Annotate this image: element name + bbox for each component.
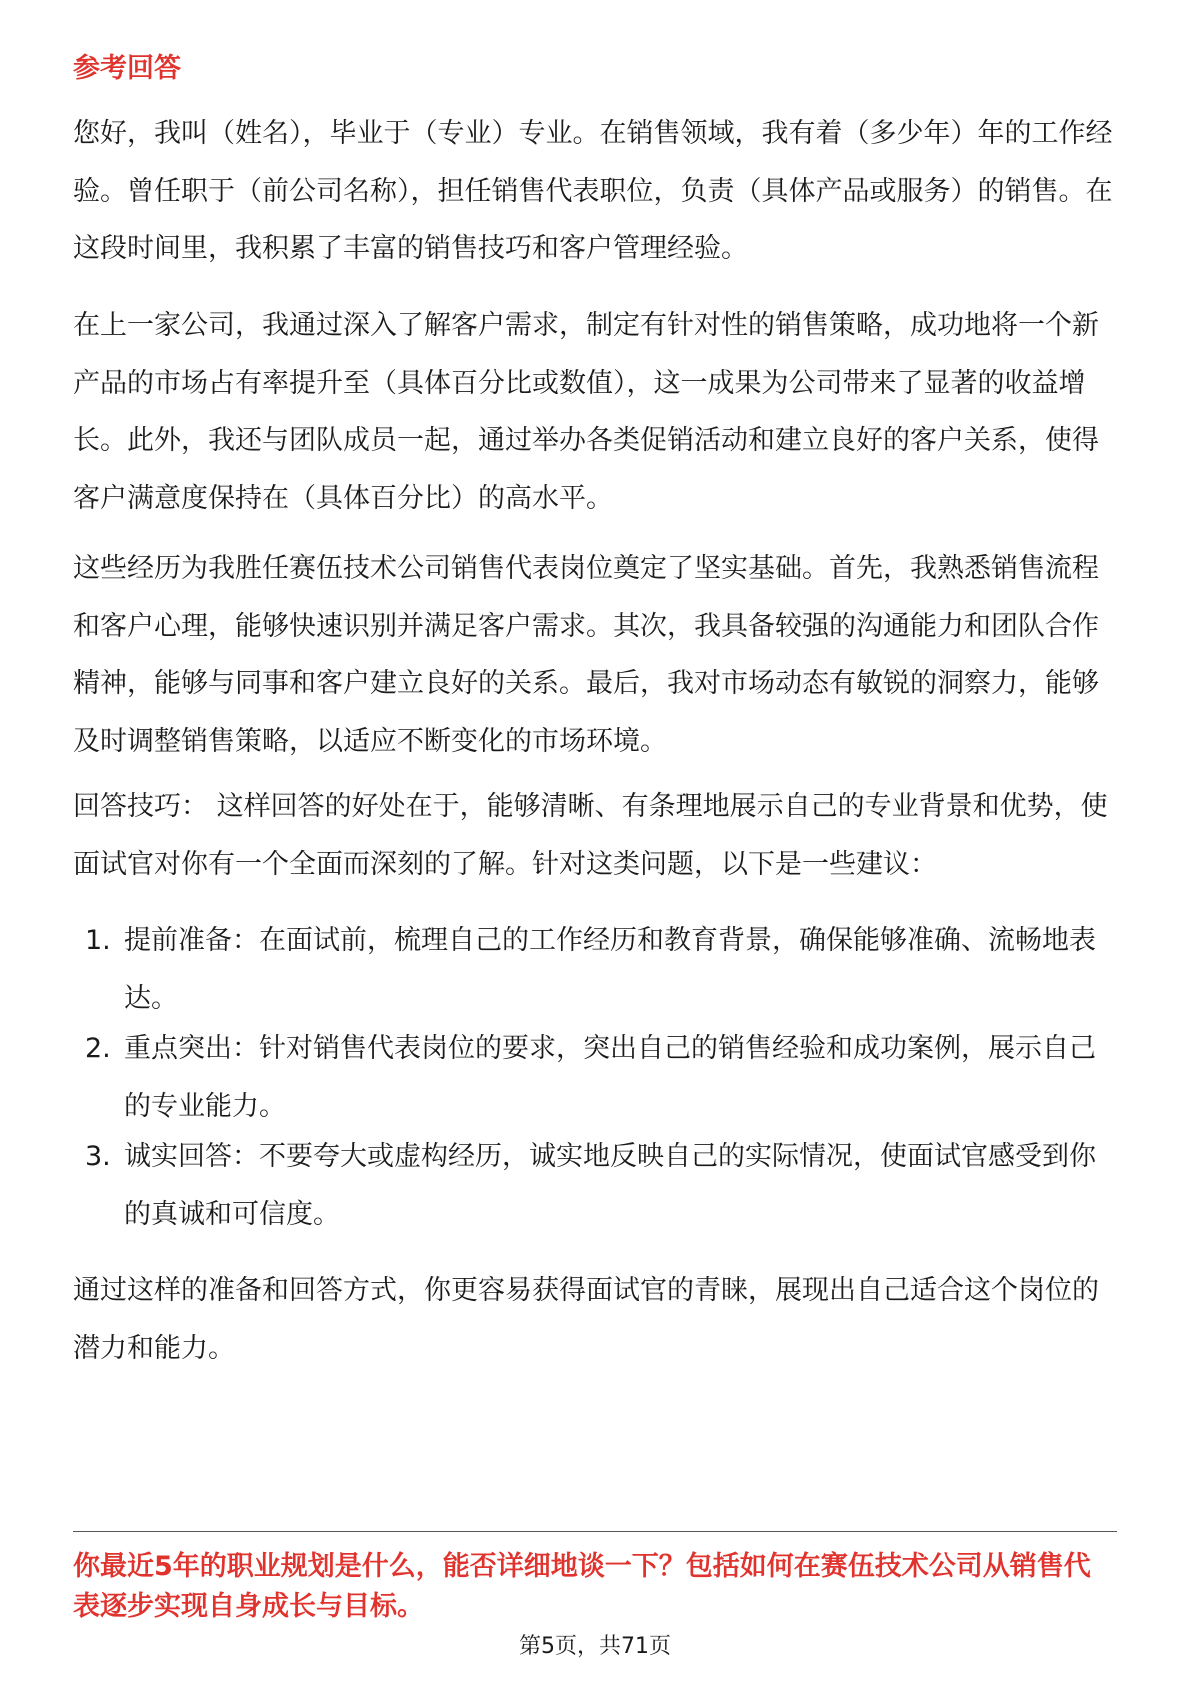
tips-list: [73, 912, 1117, 1243]
closing-paragraph: 通过这样的准备和回答方式，你更容易获得面试官的青睐，展现出自己适合这个岗位的潜力和能力。: [73, 1275, 1099, 1364]
answer-tips-paragraph: 回答技巧： 这样回答的好处在于，能够清晰、有条理地展示自己的专业背景和优势，使面试官对你有一个全面而深刻的了解。针对这类问题，以下是一些建议：: [73, 791, 1108, 880]
page-footer: 第5页，共71页: [519, 1634, 671, 1659]
list-number: 1.: [85, 925, 111, 956]
list-item: [73, 912, 1117, 1027]
list-item-text: 提前准备：在面试前，梳理自己的工作经历和教育背景，确保能够准确、流畅地表达。: [124, 925, 1096, 1014]
list-item-text: 重点突出：针对销售代表岗位的要求，突出自己的销售经验和成功案例，展示自己的专业能力。: [124, 1033, 1096, 1122]
intro-paragraph: 您好，我叫（姓名），毕业于（专业）专业。在销售领域，我有着（多少年）年的工作经验。曾任职于（前公司名称），担任销售代表职位，负责（具体产品或服务）的销售。在这段时间里，我积累了丰富的销售技巧和客户管理经验。: [73, 118, 1113, 264]
section-title: 参考回答: [73, 53, 181, 84]
list-item: [73, 1020, 1117, 1135]
qualification-paragraph: 这些经历为我胜任赛伍技术公司销售代表岗位奠定了坚实基础。首先，我熟悉销售流程和客户心理，能够快速识别并满足客户需求。其次，我具备较强的沟通能力和团队合作精神，能够与同事和客户建立良好的关系。最后，我对市场动态有敏锐的洞察力，能够及时调整销售策略，以适应不断变化的市场环境。: [73, 553, 1099, 757]
next-question-heading: 你最近5年的职业规划是什么，能否详细地谈一下？包括如何在赛伍技术公司从销售代表逐步实现自身成长与目标。: [73, 1551, 1091, 1622]
list-item: [73, 1128, 1117, 1243]
divider: [73, 1531, 1117, 1532]
list-number: 3.: [85, 1141, 111, 1172]
list-number: 2.: [85, 1033, 111, 1064]
list-item-text: 诚实回答：不要夸大或虚构经历，诚实地反映自己的实际情况，使面试官感受到你的真诚和可信度。: [124, 1141, 1096, 1230]
experience-paragraph: 在上一家公司，我通过深入了解客户需求，制定有针对性的销售策略，成功地将一个新产品的市场占有率提升至（具体百分比或数值），这一成果为公司带来了显著的收益增长。此外，我还与团队成员一起，通过举办各类促销活动和建立良好的客户关系，使得客户满意度保持在（具体百分比）的高水平。: [73, 310, 1099, 514]
